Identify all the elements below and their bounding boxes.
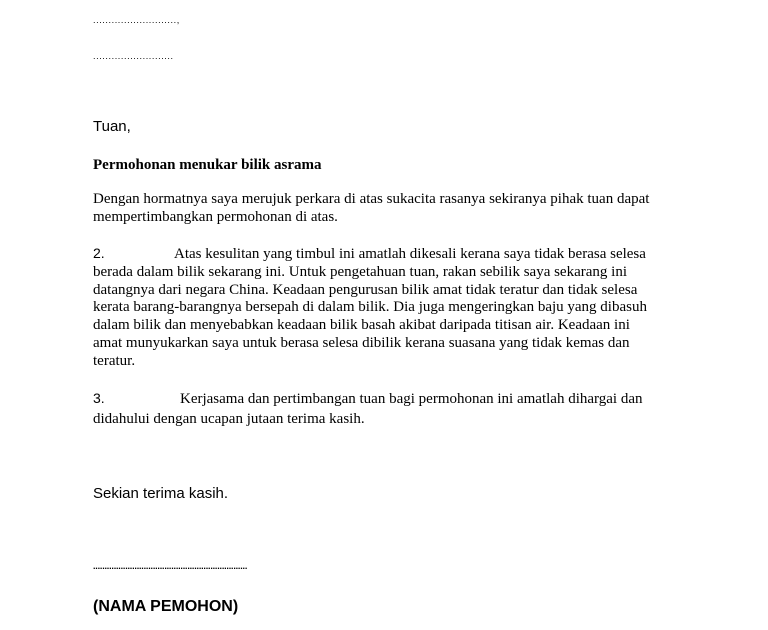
paragraph-1-line: Dengan hormatnya saya merujuk perkara di atas sukacita rasanya sekiranya pihak tuan dapat	[93, 191, 650, 207]
paragraph-2-line: dalam bilik dan menyebabkan keadaan bilik basah akibat daripada titisan air. Keadaan ini	[93, 317, 630, 334]
paragraph-2-number: 2.	[93, 245, 105, 261]
paragraph-1-line: mempertimbangkan permohonan di atas.	[93, 208, 338, 225]
paragraph-1	[93, 191, 693, 227]
paragraph-2-lead-text: Atas kesulitan yang timbul ini amatlah dikesali kerana saya tidak berasa selesa	[174, 246, 646, 262]
paragraph-3-line: didahului dengan ucapan jutaan terima kasih.	[93, 411, 365, 427]
paragraph-2-line: teratur.	[93, 352, 136, 369]
letter-closing: Sekian terima kasih.	[93, 485, 229, 502]
paragraph-2	[93, 245, 693, 371]
paragraph-3	[93, 388, 693, 429]
paragraph-2-line: kerata barang-barangnya bersepah di dalam bilik. Dia juga mengeringkan baju yang dibasuh	[93, 299, 647, 316]
letter-subject: Permohonan menukar bilik asrama	[93, 157, 322, 173]
paragraph-2-line: berada dalam bilik sekarang ini. Untuk pengetahuan tuan, rakan sebilik saya sekarang ini	[93, 263, 627, 280]
paragraph-2-line: amat munyukarkan saya untuk berasa selesa dibilik kerana suasana yang tidak kemas dan	[93, 334, 630, 351]
applicant-name: (NAMA PEMOHON)	[93, 598, 239, 615]
date-placeholder-line-2: ..........................	[93, 51, 174, 61]
letter-greeting: Tuan,	[93, 118, 131, 135]
paragraph-3-number: 3.	[93, 390, 105, 406]
date-placeholder-line-1: ...........................,	[93, 15, 180, 25]
paragraph-3-first-line	[93, 388, 693, 409]
paragraph-2-line: datangnya dari negara China. Keadaan pengurusan bilik amat tidak teratur dan tidak selesa	[93, 281, 638, 298]
signature-line: ...................................................................	[93, 561, 248, 571]
paragraph-3-lead-text: Kerjasama dan pertimbangan tuan bagi permohonan ini amatlah dihargai dan	[180, 391, 643, 407]
paragraph-2-first-line	[93, 245, 693, 264]
